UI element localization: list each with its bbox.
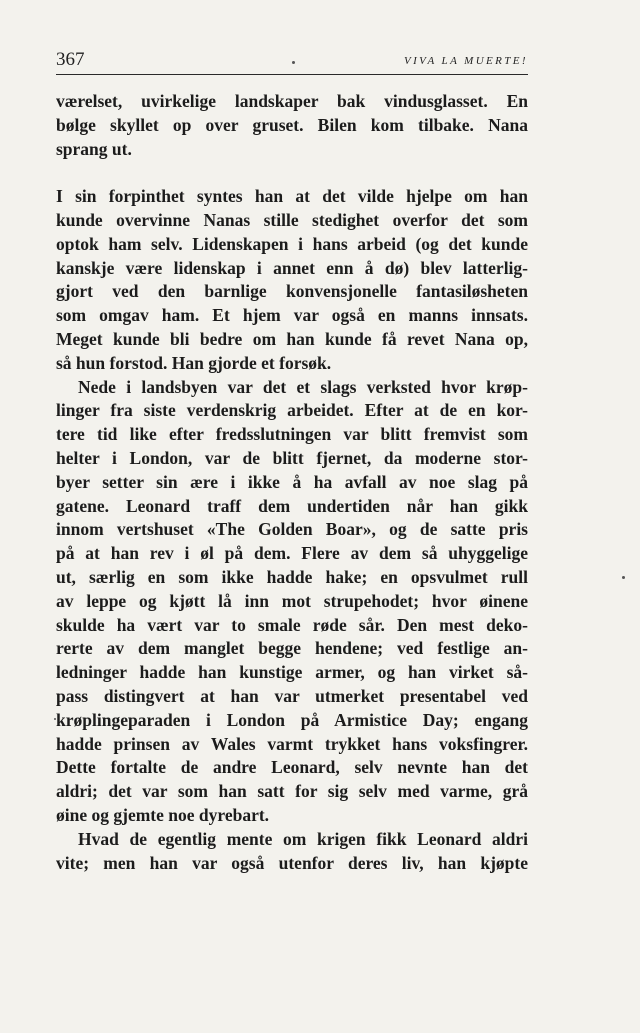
text-line: pass distingvert at han var utmerket presentabel ved — [56, 685, 528, 706]
text-line: aldri; det var som han satt for sig selv med varme, grå — [56, 781, 528, 802]
text-line: gatene. Leonard traff dem undertiden når han gikk — [56, 495, 528, 516]
text-line: skulde ha vært var to smale røde sår. Den mest deko- — [56, 614, 528, 635]
text-line: ut, særlig en som ikke hadde hake; en opsvulmet rull — [56, 566, 528, 587]
text-line: kanskje være lidenskap i annet enn å dø) blev latterlig- — [56, 257, 528, 278]
text-line: vite; men han var også utenfor deres liv, han kjøpte — [56, 852, 528, 873]
scan-speck — [292, 61, 295, 64]
scan-speck — [622, 576, 625, 579]
text-line: værelset, uvirkelige landskaper bak vindusglasset. En — [56, 91, 528, 111]
text-line: ledninger hadde han kunstige armer, og han virket så- — [56, 662, 528, 683]
scan-speck — [54, 718, 56, 720]
text-line: optok ham selv. Lidenskapen i hans arbeid (og det kunde — [56, 233, 528, 254]
text-line: linger fra siste verdenskrig arbeidet. Efter at de en kor- — [56, 400, 528, 421]
text-line: Dette fortalte de andre Leonard, selv nevnte han det — [56, 757, 528, 778]
text-line: av leppe og kjøtt lå inn mot strupehodet; hvor øinene — [56, 590, 528, 611]
paragraph-2 — [56, 185, 528, 375]
text-line: krøplingeparaden i London på Armistice Day; engang — [56, 709, 528, 730]
text-line: I sin forpinthet syntes han at det vilde hjelpe om han — [56, 186, 528, 207]
text-line: gjort ved den barnlige konvensjonelle fantasiløsheten — [56, 281, 528, 302]
text-line: Nede i landsbyen var det et slags verksted hvor krøp- — [78, 376, 528, 397]
text-line: Hvad de egentlig mente om krigen fikk Leonard aldri — [78, 828, 528, 849]
running-title: VIVA LA MUERTE! — [404, 55, 528, 67]
text-line: hadde prinsen av Wales varmt trykket hans voksfingrer. — [56, 733, 528, 754]
text-line: bølge skyllet op over gruset. Bilen kom tilbake. Nana — [56, 114, 528, 135]
text-line: kunde overvinne Nanas stille stedighet overfor det som — [56, 209, 528, 230]
text-line: rerte av dem manglet begge hendene; ved festlige an- — [56, 638, 528, 659]
text-line: innom vertshuset «The Golden Boar», og de satte pris — [56, 519, 528, 540]
paragraph-3 — [56, 376, 528, 828]
paragraph-4 — [56, 828, 528, 876]
text-line: helter i London, var de blitt fjernet, da moderne stor- — [56, 447, 528, 468]
text-line: Meget kunde bli bedre om han kunde få revet Nana op, — [56, 328, 528, 349]
text-line: sprang ut. — [56, 138, 132, 159]
text-line: øine og gjemte noe dyrebart. — [56, 804, 270, 825]
text-line: tere tid like efter fredsslutningen var blitt fremvist som — [56, 424, 528, 445]
body-text — [56, 90, 528, 875]
text-line: byer setter sin ære i ikke å ha avfall av noe slag på — [56, 471, 528, 492]
paragraph-1 — [56, 90, 528, 161]
page-number: 367 — [56, 49, 85, 70]
text-line: som omgav ham. Et hjem var også en manns innsats. — [56, 305, 528, 326]
text-line: på at han rev i øl på dem. Flere av dem så uhyggelige — [56, 543, 528, 564]
section-break — [56, 161, 528, 185]
text-line: så hun forstod. Han gjorde et forsøk. — [56, 352, 332, 373]
